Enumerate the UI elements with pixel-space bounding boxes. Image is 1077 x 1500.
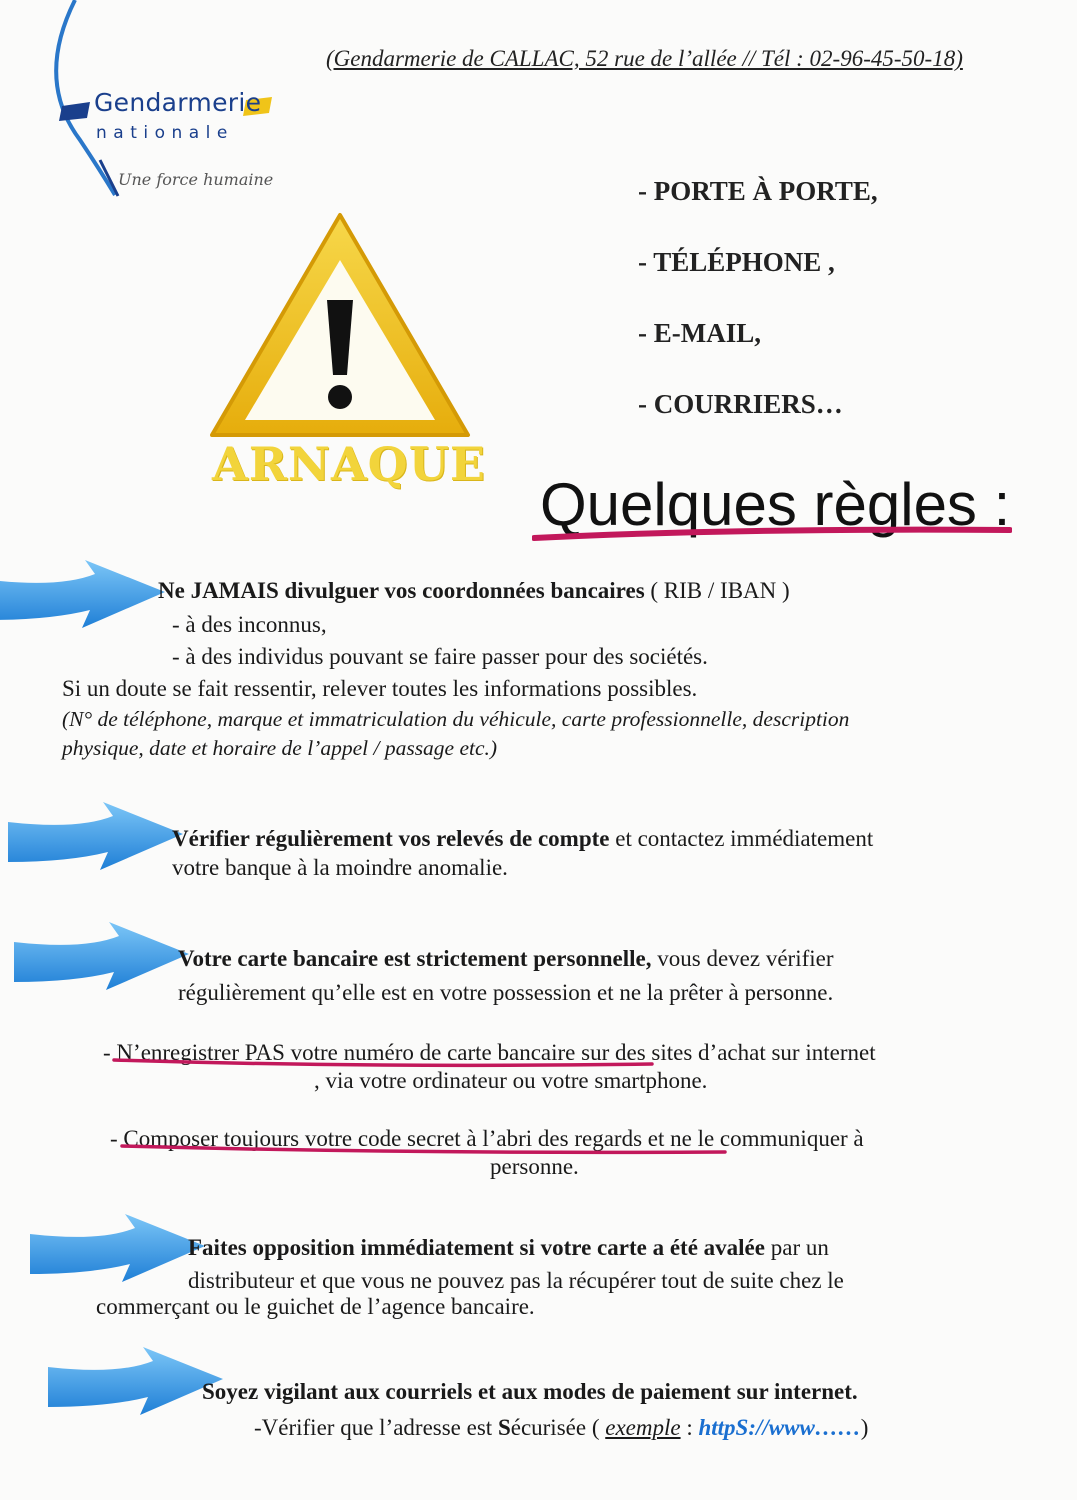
channel-email: - E-MAIL, <box>638 318 761 348</box>
rule-1-note-2: physique, date et horaire de l’appel / passage etc.) <box>62 736 498 760</box>
rule-3-bold: Votre carte bancaire est strictement personnelle, <box>178 946 652 971</box>
rule-3-sub-1-rest: sur des sites d’achat sur internet <box>575 1040 876 1065</box>
channel-door-to-door: - PORTE À PORTE, <box>638 176 878 206</box>
rule-2-bold: Vérifier régulièrement vos relevés de compte <box>172 826 610 851</box>
rule-5-secure-s: S <box>497 1415 511 1440</box>
rule-3-sub-1-marked: N’enregistrer PAS votre numéro de carte bancaire <box>116 1040 576 1065</box>
rule-5-example-label: exemple <box>605 1415 681 1440</box>
rule-5-example-url: httpS://www…… <box>698 1415 861 1440</box>
rule-3-sub-2-prefix: - <box>110 1126 124 1151</box>
warning-label: ARNAQUE <box>212 437 486 491</box>
rule-3-sub-2-marked: Composer toujours votre code secret à l’abri des regards <box>123 1126 643 1151</box>
rules-title: Quelques règles : <box>540 471 1011 538</box>
arrow-icon <box>0 558 180 638</box>
rule-1-item-1: - à des inconnus, <box>172 612 327 637</box>
rule-1-bold: Ne JAMAIS divulguer vos coordonnées bancaires <box>158 578 645 603</box>
header-contact: (Gendarmerie de CALLAC, 52 rue de l’allée // Tél : 02-96-45-50-18) <box>326 46 963 71</box>
rule-1-item-2: - à des individus pouvant se faire passer pour des sociétés. <box>172 644 708 669</box>
channel-mail: - COURRIERS… <box>638 389 843 419</box>
rule-1-heading <box>158 576 790 606</box>
rule-1-rest: ( RIB / IBAN ) <box>644 578 790 603</box>
rule-4-line-2: distributeur et que vous ne pouvez pas la récupérer tout de suite chez le <box>188 1268 844 1293</box>
arrow-icon <box>8 800 198 880</box>
channel-phone: - TÉLÉPHONE , <box>638 247 835 277</box>
logo-subtitle: nationale <box>96 123 234 143</box>
rule-2-heading <box>172 824 873 854</box>
rule-3-sub-2-rest: et ne le communiquer à <box>642 1126 864 1151</box>
logo-tagline: Une force humaine <box>118 170 274 189</box>
rule-5-line-2-b: écurisée ( <box>510 1415 606 1440</box>
rule-5-line-2 <box>254 1413 868 1443</box>
rule-2-rest: et contactez immédiatement <box>609 826 874 851</box>
rule-4-rest: par un <box>764 1235 829 1260</box>
rule-4-line-3: commerçant ou le guichet de l’agence bancaire. <box>96 1294 535 1319</box>
rule-5-close: ) <box>860 1415 869 1440</box>
arrow-icon <box>14 920 204 1000</box>
rule-3-line-2: régulièrement qu’elle est en votre possession et ne la prêter à personne. <box>178 980 834 1005</box>
rule-3-sub-2-line-2: personne. <box>490 1154 579 1179</box>
rule-5-heading <box>202 1377 858 1407</box>
logo-name: Gendarmerie <box>94 88 262 117</box>
rule-5-colon: : <box>680 1415 699 1440</box>
rule-5-bold: Soyez vigilant aux courriels et aux modes de paiement sur internet. <box>202 1379 858 1404</box>
rule-1-note-1: (N° de téléphone, marque et immatriculation du véhicule, carte professionnelle, description <box>62 707 850 731</box>
rule-3-rest: vous devez vérifier <box>651 946 834 971</box>
rules-title-underline <box>532 520 1012 546</box>
rule-3-sub-1-prefix: - <box>103 1040 117 1065</box>
rule-2-line-2: votre banque à la moindre anomalie. <box>172 855 508 880</box>
rule-4-heading <box>188 1233 829 1263</box>
rule-4-bold: Faites opposition immédiatement si votre carte a été avalée <box>188 1235 765 1260</box>
underline-mark <box>120 1140 740 1160</box>
rule-5-line-2-a: -Vérifier que l’adresse est <box>254 1415 498 1440</box>
rule-3-sub-1-line-2: , via votre ordinateur ou votre smartphone. <box>314 1068 708 1093</box>
rule-3-heading <box>178 944 834 974</box>
rule-1-doubt: Si un doute se fait ressentir, relever toutes les informations possibles. <box>62 676 698 701</box>
